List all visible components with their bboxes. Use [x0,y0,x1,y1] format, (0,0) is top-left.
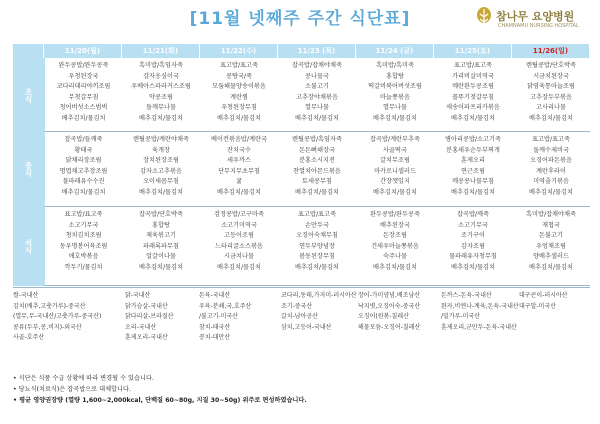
menu-item: 배추김치/물김치 [451,114,495,122]
header-corner [13,44,44,58]
menu-item: 홍합탕 [386,72,404,80]
menu-item: 약콩조림 [149,93,173,101]
menu-item: 렌틸콩밥/단호박죽 [526,62,576,69]
menu-item: 오이새콤무침 [143,178,179,186]
origin-line: 오리-국내산 [125,323,157,331]
origin-line: 조기-중국산 [281,302,313,310]
menu-item: 배추김치/물김치 [451,188,495,196]
menu-item: 배추김치/물김치 [295,114,339,122]
origin-line: 코다리,동태,가자미-러시아산 [281,292,357,299]
note-line: • 평균 영양권장량 (열량 1,600~2,000kcal, 단백질 60~80g, 지질 30~50g) 위주로 편성하였습니다. [13,397,307,404]
menu-item: 콩탕국/죽 [226,72,252,80]
meal-label: 중식 [13,132,44,207]
menu-cell [122,58,200,132]
menu-item: 배추김치/물김치 [373,188,417,196]
menu-item: 분홍소시지전 [299,157,335,165]
menu-item: 소고기무국 [458,221,488,229]
menu-cell [44,132,122,207]
day-header: 11/22(수) [200,44,278,58]
menu-item: 우엉채조림 [536,242,566,250]
menu-item: 찬열치아몬드볶음 [293,167,341,175]
menu-cell [434,207,512,286]
menu-item: 갈치무조림 [380,157,410,165]
menu-item: 표고밥/표고죽 [532,136,570,143]
origin-column [199,291,251,344]
menu-cell [44,207,122,286]
origin-line: 해물모듬-오징어-칠레산 [358,323,421,331]
menu-item: 가리비살미역국 [452,72,494,80]
menu-item: 소고기미역국 [221,221,257,229]
origin-line: /밀가루-미국산 [441,313,480,321]
day-header: 11/23 (목) [278,44,356,58]
menu-item: 돈돈뼈해장국 [299,146,335,154]
weekly-menu-table [13,44,590,286]
menu-item: 감자소고추볶음 [140,167,182,175]
menu-item: 연근조림 [461,167,485,175]
menu-item: 고등어조림 [224,232,254,240]
menu-item: 코다리데리야끼조림 [56,83,111,91]
origin-line: 닭다리살-브라질산 [125,313,174,321]
origin-column [358,291,420,333]
menu-item: 배추된장국 [380,221,410,229]
origin-line: 갈치-남아공산 [281,313,318,321]
menu-item: 닭채리장조림 [65,157,102,165]
menu-item: 간장깻잎지 [380,178,410,186]
menu-item: 모둠해물양송이볶음 [212,83,266,91]
menu-item: 배추김치/물김치 [139,114,183,122]
menu-item: 잡곡밥/깨죽 [457,211,489,218]
menu-item: 표고밥/표고죽 [220,62,258,69]
menu-item: 느타리굴소스볶음 [215,242,263,250]
menu-cell [356,207,434,286]
meal-label: 조식 [13,58,44,132]
menu-item: 고추장두부볶음 [530,93,572,101]
menu-item: 청어버섯소스범벅 [59,104,108,112]
day-header: 11/21(화) [122,44,200,58]
origin-line: 참치-태국산 [199,323,231,331]
menu-cell [278,58,356,132]
menu-item: 배추김치/물김치 [61,114,106,122]
oak-leaf-icon [474,6,494,28]
menu-item: 계란후라이 [536,167,566,175]
menu-item: 배추김치/물김치 [529,188,573,196]
menu-item: 황태국 [74,146,93,154]
origin-column [13,291,101,344]
menu-item: 배추김치/물김치 [373,263,417,271]
menu-item: 콩나물국 [305,72,329,80]
menu-item: 렌틸콩밥/흑임자죽 [292,136,342,143]
menu-item: 꼴뚜기젓갈무침 [452,93,494,101]
menu-item: 배추김치/물김치 [217,263,261,271]
menu-item: 배추김치/물김치 [217,114,261,122]
menu-item: 우베아스파라거스조림 [131,83,191,91]
menu-item: 연두부양념장 [299,242,335,250]
menu-item: 새송이파프리카볶음 [446,104,500,112]
menu-item: 메콩콩나물무침 [452,178,494,186]
menu-item: 배추김치/물김치 [295,188,339,196]
menu-item: 돈장조림 [383,232,407,240]
meal-label: 석식 [13,207,44,286]
menu-item: 감자조림 [461,242,485,250]
menu-item: 사골떡국 [383,146,407,154]
menu-item: 검정콩밥/고구마죽 [214,211,264,218]
menu-item: 손만두국 [305,221,329,229]
origin-info [13,291,590,367]
menu-item: 잔치국수 [227,146,251,154]
menu-item: 봄동된장무침 [299,253,335,261]
menu-item: 베이컨볶음밥/계란국 [211,136,267,143]
menu-item: 떡갈비북어버섯조림 [368,83,422,91]
menu-item: 렌틸콩밥/계란야채죽 [133,136,189,143]
day-header: 11/24 (금) [356,44,434,58]
hospital-name: 참나무 요양병원 [496,10,575,23]
menu-item: 육개장 [152,146,170,154]
menu-item: 열무나물 [305,104,329,112]
menu-item: 메란완두콩조림 [452,83,494,91]
menu-item: 동우명봉어육조림 [59,242,108,250]
menu-item: 건새우마늘쫑볶음 [371,242,419,250]
origin-line: 쌀-국내산 [13,292,39,299]
menu-item: 표고밥/표고죽 [64,211,103,218]
menu-cell [122,132,200,207]
origin-line: 낙지볏,오징어숙-중국산 [358,302,421,310]
menu-cell [200,207,278,286]
menu-item: 열무나물 [383,104,407,112]
menu-cell [200,132,278,207]
menu-item: 배추김치/물김치 [529,114,573,122]
menu-item: 토세콩무침 [302,178,332,186]
origin-line: 삼치,고등어-국내산 [281,323,332,331]
menu-item: 계란찜 [230,93,248,101]
day-header: 11/25(토) [434,44,512,58]
origin-column [125,291,174,344]
origin-line: 돈까스-돈육-국내산 [441,292,492,299]
menu-item: 재첩국 [542,221,560,229]
menu-item: 명엽채고추장조림 [59,167,108,175]
menu-item: 시금치나물 [224,253,254,261]
menu-cell [512,132,590,207]
menu-item: 청치김치조림 [65,232,102,240]
menu-item: 분홍새우순두부찌개 [446,146,500,154]
menu-cell [512,58,590,132]
origin-line: 대구콘이-러시아산 [519,292,568,299]
menu-item: 훈제오리 [461,157,485,165]
origin-line: 오징어(원볶-칠레산 [358,313,409,321]
menu-item: 마카로니샐러드 [374,167,416,175]
origin-line: 꽁치-대만산 [199,334,231,342]
origin-line: 완자,비엔나-계육,돈육-국내산 [441,302,519,310]
menu-item: 돈불고기 [539,232,563,240]
menu-item: 마늘쫑볶음 [380,93,410,101]
menu-item: 배추김치/물김치 [451,263,495,271]
menu-item: 양배추샐러드 [533,253,569,261]
origin-line: 콩류(두부,콩,비지)-외국산 [13,323,82,331]
note-line: • 식단은 식품 수급 상황에 따라 변경될 수 있습니다. [13,375,154,382]
menu-item: 오징어파돈볶음 [530,157,572,165]
menu-cell [278,132,356,207]
menu-cell [200,58,278,132]
menu-item: 표고밥/표고죽 [454,62,492,69]
menu-cell [434,58,512,132]
menu-item: 잡곡밥/들깨죽 [64,136,103,143]
menu-item: 파래록파무침 [143,242,179,250]
menu-item: 장치된장조림 [143,157,179,165]
menu-item: 배추김치/물김치 [139,188,183,196]
menu-item: 물파래유자청무침 [449,253,497,261]
menu-item: 흑미밥/흑임자죽 [139,62,183,69]
menu-item: 무첫갈무침 [68,93,99,101]
menu-item: 고사리나물 [536,104,566,112]
table-divider [13,287,590,288]
hospital-subtitle: CHAMNAMU NURSING HOSPITAL [498,23,579,29]
menu-item: 조기구이 [461,232,485,240]
origin-column [441,291,519,333]
origin-line: 우육-분쇄,국,호주산 [199,302,252,310]
menu-item: 제육볶고기 [146,232,176,240]
menu-item: 오징어숙채무침 [296,232,338,240]
menu-item: 애호박볶음 [68,253,99,261]
menu-cell [434,132,512,207]
menu-item: 세우까스 [227,157,251,165]
menu-cell [278,207,356,286]
menu-item: 시금치된장국 [533,72,569,80]
hospital-logo [474,6,594,34]
menu-item: 배추김치/물김치 [295,263,339,271]
day-header: 11/26(일) [512,44,590,58]
menu-item: 물파래유수수진 [62,178,105,186]
origin-line: 대구알-미국산 [519,302,556,310]
menu-item: 배추김치/물김치 [217,188,261,196]
menu-cell [356,132,434,207]
day-header: 11/20(월) [44,44,122,58]
origin-line: 장어-가미양념,배조남산 [358,292,421,299]
menu-cell [356,58,434,132]
menu-item: 흑미밥/잡채야채죽 [526,211,576,218]
menu-item: 표고밥/표고죽 [298,211,336,218]
menu-item: 배추김치/물김치 [529,263,573,271]
menu-item: 잡곡밥/계란부추죽 [370,136,420,143]
origin-line: 훈제오리-국내산 [125,334,168,342]
origin-line: 김치(배추,고춧가루)-중국산 [13,302,86,310]
menu-item: 잡곡밥/잡채야채죽 [292,62,342,69]
origin-column [281,291,357,333]
notes-section [13,373,593,406]
origin-line: (열무,무-국내산/고춧가루-중국산) [13,313,102,321]
menu-item: 홍합탕 [152,221,170,229]
origin-line: 훈제오리,군만두-돈육-국내산 [441,323,517,331]
note-line: • 당뇨식(치료식)은 잡곡밥으로 대체합니다. [13,386,131,393]
menu-item: 잡곡밥/단호박죽 [139,211,183,218]
menu-item: 귤 [236,178,242,186]
menu-cell [44,58,122,132]
menu-item: 돌깨수제비국 [533,146,569,154]
menu-item: 닭염육통마늘조림 [527,83,575,91]
origin-column [519,291,568,312]
origin-line: 사골-호주산 [13,334,45,342]
menu-item: 깍두기/물김치 [64,263,103,271]
menu-item: 고추장야채볶음 [296,93,338,101]
origin-line: 돈육-국내산 [199,292,231,299]
menu-item: 우청된장국 [68,72,99,80]
menu-item: 배추김치/물김치 [61,188,106,196]
menu-cell [122,207,200,286]
menu-cell [512,207,590,286]
menu-item: 완두콩밥/완두콩죽 [58,62,109,69]
menu-item: 우청된장무침 [221,104,257,112]
menu-item: 얼갈이나물 [146,253,176,261]
menu-item: 흑미밥/흑미죽 [376,62,414,69]
menu-item: 단무지무초무침 [218,167,260,175]
origin-line: /불고기-미국산 [199,313,238,321]
menu-item: 배추김치/물김치 [139,263,183,271]
menu-item: 소고기무국 [68,221,99,229]
menu-item: 감자옹심이국 [143,72,179,80]
page-title: [11월 넷째주 주간 식단표] [189,9,411,29]
menu-item: 숙주나물 [383,253,407,261]
menu-item: 완두콩밥/완두콩죽 [370,211,420,218]
menu-item: 미역줄기볶음 [533,178,569,186]
menu-item: 돌깨무나물 [146,104,176,112]
origin-line: 닭가슴살-국내산 [125,302,168,310]
origin-line: 닭-국내산 [125,292,151,299]
menu-item: 병아리콩밥/소고기죽 [445,136,501,143]
menu-item: 배추김치/물김치 [373,114,417,122]
menu-item: 소불고기 [305,83,329,91]
